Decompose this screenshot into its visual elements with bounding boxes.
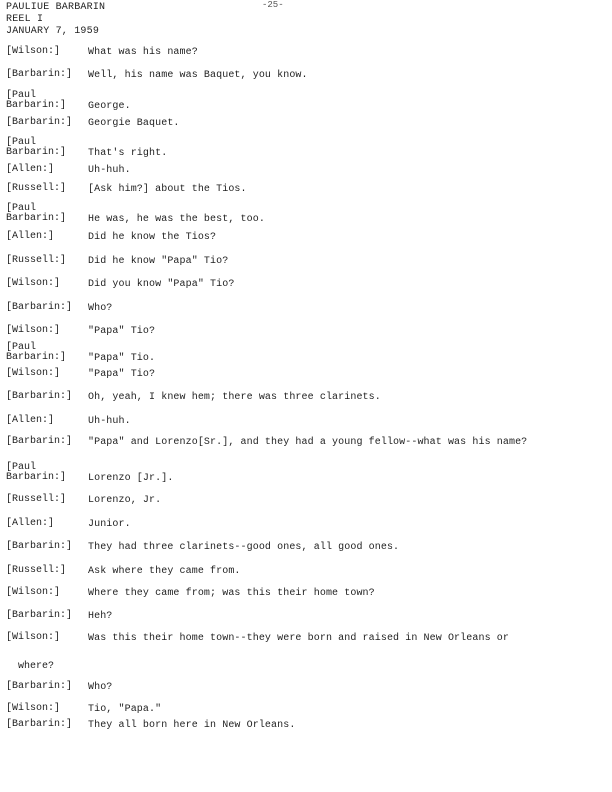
speaker-label-part: [Wilson:]: [6, 278, 61, 289]
interviewee-name: PAULIUE BARBARIN: [6, 2, 106, 13]
speaker-label-part: [Russell:]: [6, 255, 67, 266]
speaker-label: [6, 633, 86, 643]
spoken-text: Was this their home town--they were born and raised in New Orleans or: [88, 633, 509, 644]
speaker-label-part: [Allen:]: [6, 415, 55, 426]
speaker-label-part: [Allen:]: [6, 164, 55, 175]
spoken-text: He was, he was the best, too.: [88, 214, 265, 225]
speaker-label-part: Barbarin:]: [6, 213, 67, 224]
spoken-text: [Ask him?] about the Tios.: [88, 184, 247, 195]
reel-label: REEL I: [6, 14, 44, 25]
spoken-text: That's right.: [88, 148, 168, 159]
speaker-label: [6, 138, 86, 158]
spoken-text: Heh?: [88, 611, 113, 622]
spoken-text: Georgie Baquet.: [88, 118, 180, 129]
spoken-text: "Papa" and Lorenzo[Sr.], and they had a young fellow--what was his name?: [88, 437, 528, 448]
spoken-text-continuation: where?: [18, 661, 55, 672]
spoken-text: "Papa" Tio?: [88, 326, 156, 337]
speaker-label: [6, 343, 86, 363]
spoken-text: What was his name?: [88, 47, 198, 58]
speaker-label: [6, 232, 86, 242]
speaker-label-part: [Allen:]: [6, 518, 55, 529]
speaker-label-part: [Wilson:]: [6, 46, 61, 57]
speaker-label-part: [Barbarin:]: [6, 117, 73, 128]
spoken-text: Lorenzo, Jr.: [88, 495, 162, 506]
spoken-text: Uh-huh.: [88, 416, 131, 427]
spoken-text: Who?: [88, 303, 113, 314]
spoken-text: Who?: [88, 682, 113, 693]
spoken-text: "Papa" Tio.: [88, 353, 156, 364]
speaker-label: [6, 303, 86, 313]
speaker-label: [6, 542, 86, 552]
speaker-label-part: [Wilson:]: [6, 632, 61, 643]
speaker-label: [6, 704, 86, 714]
speaker-label-part: [Barbarin:]: [6, 302, 73, 313]
interview-date: JANUARY 7, 1959: [6, 26, 100, 37]
speaker-label-part: [Barbarin:]: [6, 541, 73, 552]
speaker-label: [6, 204, 86, 224]
speaker-label-part: [Barbarin:]: [6, 681, 73, 692]
spoken-text: Well, his name was Baquet, you know.: [88, 70, 308, 81]
speaker-label-part: [Russell:]: [6, 494, 67, 505]
spoken-text: Oh, yeah, I knew hem; there was three clarinets.: [88, 392, 381, 403]
speaker-label-part: [Paul: [6, 342, 37, 353]
spoken-text: Lorenzo [Jr.].: [88, 473, 174, 484]
speaker-label: [6, 392, 86, 402]
speaker-label: [6, 682, 86, 692]
speaker-label-part: [Allen:]: [6, 231, 55, 242]
speaker-label: [6, 463, 86, 483]
speaker-label-part: [Wilson:]: [6, 703, 61, 714]
spoken-text: George.: [88, 101, 131, 112]
speaker-label: [6, 70, 86, 80]
spoken-text: "Papa" Tio?: [88, 369, 156, 380]
speaker-label-part: [Wilson:]: [6, 587, 61, 598]
speaker-label: [6, 165, 86, 175]
speaker-label-part: [Barbarin:]: [6, 610, 73, 621]
spoken-text: Tio, "Papa.": [88, 704, 162, 715]
speaker-label-part: [Russell:]: [6, 183, 67, 194]
speaker-label: [6, 326, 86, 336]
speaker-label-part: [Barbarin:]: [6, 436, 73, 447]
speaker-label: [6, 47, 86, 57]
speaker-label-part: [Russell:]: [6, 565, 67, 576]
speaker-label-part: Barbarin:]: [6, 352, 67, 363]
spoken-text: Did you know "Papa" Tio?: [88, 279, 235, 290]
speaker-label-part: [Wilson:]: [6, 368, 61, 379]
speaker-label: [6, 416, 86, 426]
speaker-label-part: [Paul: [6, 90, 37, 101]
spoken-text: Ask where they came from.: [88, 566, 241, 577]
speaker-label: [6, 91, 86, 111]
speaker-label-part: Barbarin:]: [6, 147, 67, 158]
speaker-label-part: [Paul: [6, 462, 37, 473]
spoken-text: They all born here in New Orleans.: [88, 720, 296, 731]
spoken-text: Did he know the Tios?: [88, 232, 217, 243]
spoken-text: Where they came from; was this their home town?: [88, 588, 375, 599]
speaker-label: [6, 588, 86, 598]
speaker-label: [6, 256, 86, 266]
speaker-label: [6, 118, 86, 128]
spoken-text: Did he know "Papa" Tio?: [88, 256, 229, 267]
speaker-label-part: [Paul: [6, 203, 37, 214]
spoken-text: Uh-huh.: [88, 165, 131, 176]
speaker-label: [6, 495, 86, 505]
spoken-text: Junior.: [88, 519, 131, 530]
speaker-label: [6, 279, 86, 289]
speaker-label: [6, 184, 86, 194]
speaker-label-part: [Paul: [6, 137, 37, 148]
speaker-label: [6, 369, 86, 379]
speaker-label-part: [Wilson:]: [6, 325, 61, 336]
spoken-text: They had three clarinets--good ones, all good ones.: [88, 542, 400, 553]
speaker-label-part: [Barbarin:]: [6, 719, 73, 730]
speaker-label-part: Barbarin:]: [6, 472, 67, 483]
speaker-label: [6, 519, 86, 529]
page-number: -25-: [262, 0, 284, 10]
speaker-label: [6, 437, 86, 447]
speaker-label-part: [Barbarin:]: [6, 391, 73, 402]
speaker-label: [6, 566, 86, 576]
speaker-label-part: Barbarin:]: [6, 100, 67, 111]
speaker-label-part: [Barbarin:]: [6, 69, 73, 80]
speaker-label: [6, 611, 86, 621]
speaker-label: [6, 720, 86, 730]
